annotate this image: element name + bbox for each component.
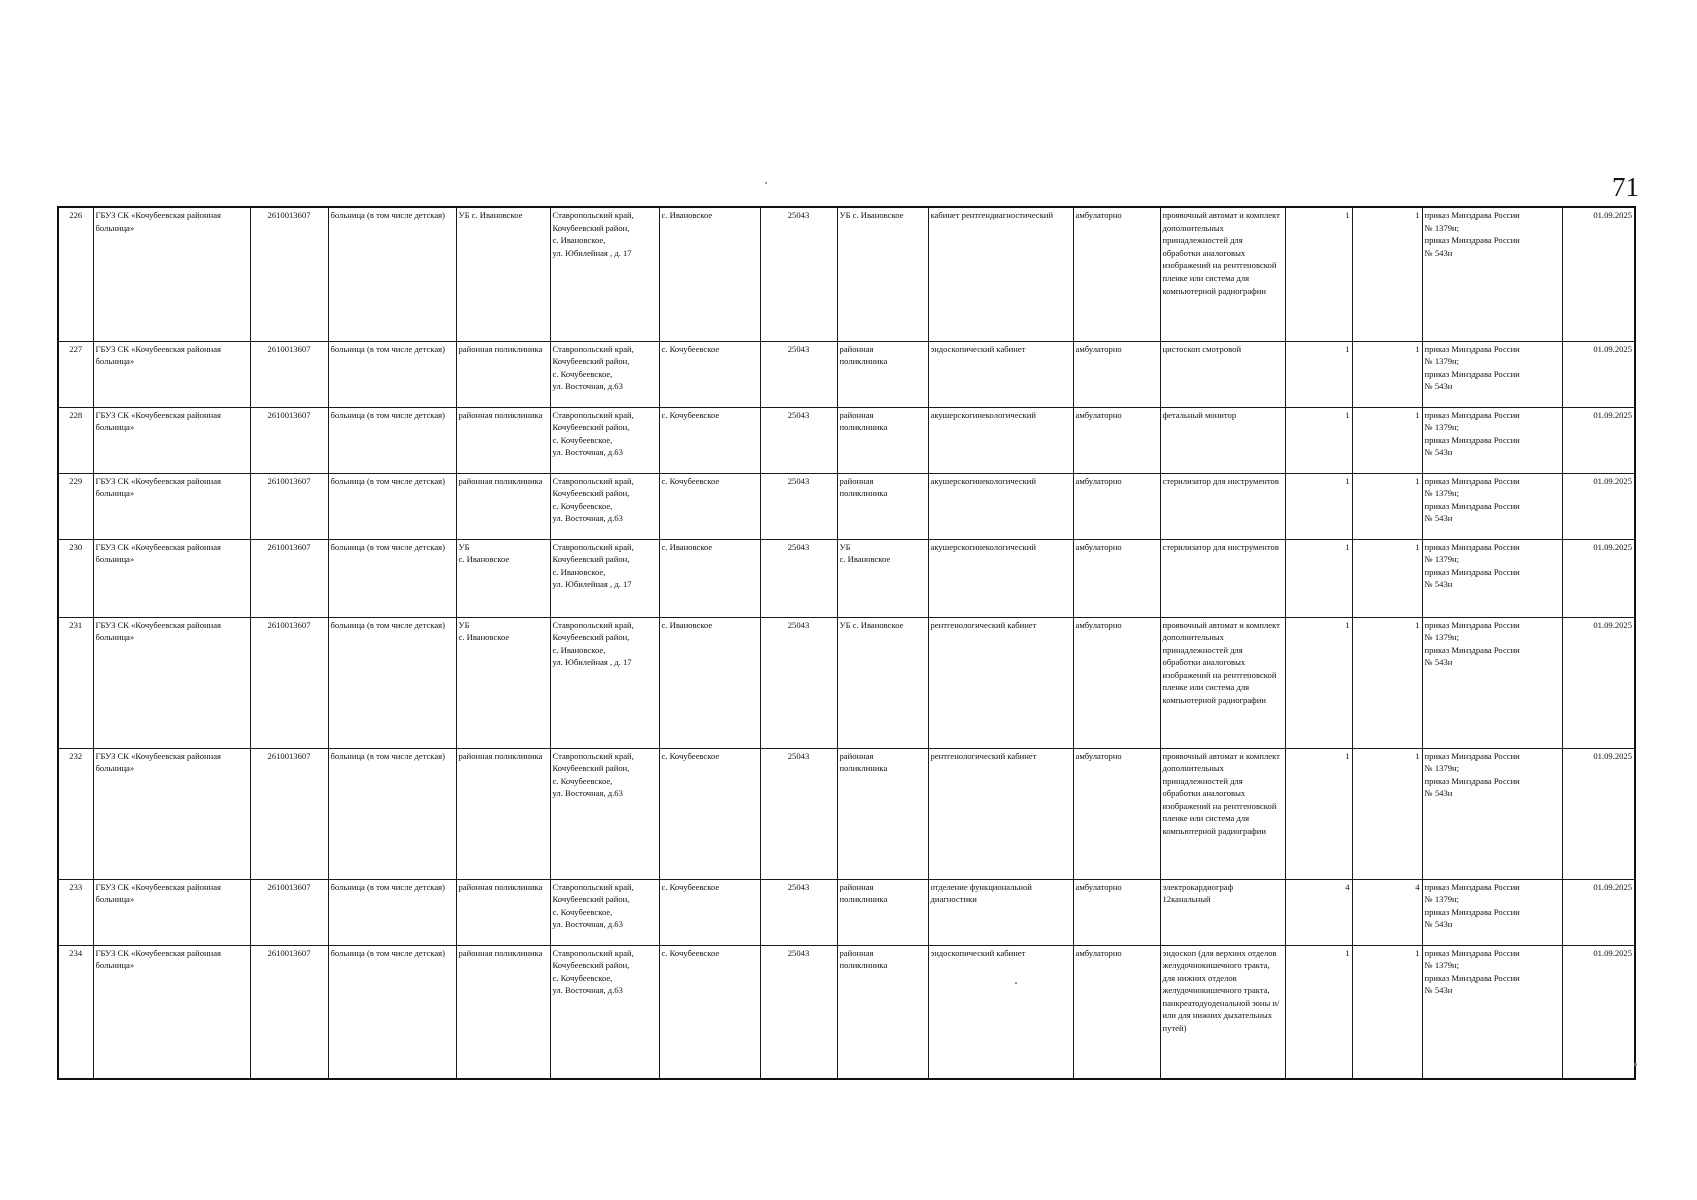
department-cell: кабинет рентгендиагностический xyxy=(928,207,1073,341)
unit-name-cell: районная поликлиника xyxy=(837,945,928,1079)
row-number-cell: 227 xyxy=(58,341,93,407)
ogrn-code-cell: 2610013607 xyxy=(250,617,328,748)
ogrn-code-cell: 2610013607 xyxy=(250,748,328,879)
deadline-date-cell: 01.09.2025 xyxy=(1562,407,1635,473)
settlement-cell: с. Кочубеевское xyxy=(659,945,760,1079)
table-row xyxy=(58,617,1635,748)
address-cell: Ставропольский край, Кочубеевский район, с. Кочубеевское, ул. Восточная, д.63 xyxy=(550,748,659,879)
quantity-required-cell: 1 xyxy=(1285,207,1352,341)
legal-basis-cell: приказ Минздрава России № 1379н; приказ Минздрава России № 543н xyxy=(1422,879,1562,945)
department-cell: акушерскогинекологический xyxy=(928,539,1073,617)
table-row xyxy=(58,407,1635,473)
care-mode-cell: амбулаторно xyxy=(1073,617,1160,748)
equipment-name-cell: электрокардиограф 12канальный xyxy=(1160,879,1285,945)
okved-code-cell: 25043 xyxy=(760,617,837,748)
row-number-cell: 231 xyxy=(58,617,93,748)
scan-speck xyxy=(1015,982,1017,984)
settlement-cell: с. Кочубеевское xyxy=(659,407,760,473)
department-cell: рентгенологический кабинет xyxy=(928,617,1073,748)
equipment-registry-table xyxy=(57,206,1636,1080)
division-name-cell: районная поликлиника xyxy=(456,945,550,1079)
quantity-required-cell: 1 xyxy=(1285,539,1352,617)
unit-name-cell: районная поликлиника xyxy=(837,879,928,945)
quantity-required-cell: 1 xyxy=(1285,341,1352,407)
quantity-available-cell: 1 xyxy=(1352,341,1422,407)
care-mode-cell: амбулаторно xyxy=(1073,341,1160,407)
scan-speck xyxy=(765,182,767,184)
organization-name-cell: ГБУЗ СК «Кочубеевская районная больница» xyxy=(93,945,250,1079)
equipment-name-cell: эндоскоп (для верхних отделов желудочнокишечного тракта, для нижних отделов желудочнокишечного тракта, панкреатодуоденальной зоны и/или для нижних дыхательных путей) xyxy=(1160,945,1285,1079)
table-row xyxy=(58,945,1635,1079)
division-name-cell: УБ с. Ивановское xyxy=(456,207,550,341)
facility-type-cell: больница (в том числе детская) xyxy=(328,539,456,617)
address-cell: Ставропольский край, Кочубеевский район, с. Кочубеевское, ул. Восточная, д.63 xyxy=(550,473,659,539)
unit-name-cell: УБ с. Ивановское xyxy=(837,617,928,748)
row-number-cell: 233 xyxy=(58,879,93,945)
quantity-available-cell: 1 xyxy=(1352,407,1422,473)
row-number-cell: 228 xyxy=(58,407,93,473)
quantity-available-cell: 1 xyxy=(1352,207,1422,341)
equipment-name-cell: проявочный автомат и комплект дополнительных принадлежностей для обработки аналоговых изображений на рентгеновской пленке или система для компьютерной радиографии xyxy=(1160,207,1285,341)
equipment-name-cell: стерилизатор для инструментов xyxy=(1160,539,1285,617)
equipment-name-cell: проявочный автомат и комплект дополнительных принадлежностей для обработки аналоговых изображений на рентгеновской пленке или система для компьютерной радиографии xyxy=(1160,748,1285,879)
organization-name-cell: ГБУЗ СК «Кочубеевская районная больница» xyxy=(93,473,250,539)
settlement-cell: с. Кочубеевское xyxy=(659,879,760,945)
okved-code-cell: 25043 xyxy=(760,407,837,473)
quantity-available-cell: 1 xyxy=(1352,473,1422,539)
quantity-available-cell: 1 xyxy=(1352,617,1422,748)
quantity-available-cell: 1 xyxy=(1352,539,1422,617)
unit-name-cell: районная поликлиника xyxy=(837,341,928,407)
organization-name-cell: ГБУЗ СК «Кочубеевская районная больница» xyxy=(93,407,250,473)
department-cell: акушерскогинекологический xyxy=(928,473,1073,539)
row-number-cell: 226 xyxy=(58,207,93,341)
unit-name-cell: УБ с. Ивановское xyxy=(837,207,928,341)
ogrn-code-cell: 2610013607 xyxy=(250,207,328,341)
facility-type-cell: больница (в том числе детская) xyxy=(328,473,456,539)
facility-type-cell: больница (в том числе детская) xyxy=(328,341,456,407)
care-mode-cell: амбулаторно xyxy=(1073,407,1160,473)
okved-code-cell: 25043 xyxy=(760,539,837,617)
deadline-date-cell: 01.09.2025 xyxy=(1562,748,1635,879)
organization-name-cell: ГБУЗ СК «Кочубеевская районная больница» xyxy=(93,207,250,341)
okved-code-cell: 25043 xyxy=(760,341,837,407)
table-row xyxy=(58,473,1635,539)
department-cell: эндоскопический кабинет xyxy=(928,341,1073,407)
okved-code-cell: 25043 xyxy=(760,945,837,1079)
department-cell: эндоскопический кабинет xyxy=(928,945,1073,1079)
address-cell: Ставропольский край, Кочубеевский район, с. Ивановское, ул. Юбилейная , д. 17 xyxy=(550,207,659,341)
address-cell: Ставропольский край, Кочубеевский район, с. Кочубеевское, ул. Восточная, д.63 xyxy=(550,945,659,1079)
division-name-cell: УБ с. Ивановское xyxy=(456,539,550,617)
ogrn-code-cell: 2610013607 xyxy=(250,473,328,539)
quantity-required-cell: 1 xyxy=(1285,473,1352,539)
department-cell: акушерскогинекологический xyxy=(928,407,1073,473)
equipment-name-cell: фетальный монитор xyxy=(1160,407,1285,473)
settlement-cell: с. Кочубеевское xyxy=(659,341,760,407)
table-row xyxy=(58,879,1635,945)
quantity-required-cell: 1 xyxy=(1285,617,1352,748)
facility-type-cell: больница (в том числе детская) xyxy=(328,748,456,879)
unit-name-cell: районная поликлиника xyxy=(837,473,928,539)
okved-code-cell: 25043 xyxy=(760,748,837,879)
legal-basis-cell: приказ Минздрава России № 1379н; приказ Минздрава России № 543н xyxy=(1422,341,1562,407)
page-number: 71 xyxy=(1612,172,1639,202)
address-cell: Ставропольский край, Кочубеевский район, с. Кочубеевское, ул. Восточная, д.63 xyxy=(550,879,659,945)
quantity-available-cell: 1 xyxy=(1352,945,1422,1079)
settlement-cell: с. Кочубеевское xyxy=(659,748,760,879)
facility-type-cell: больница (в том числе детская) xyxy=(328,207,456,341)
deadline-date-cell: 01.09.2025 xyxy=(1562,945,1635,1079)
division-name-cell: районная поликлиника xyxy=(456,879,550,945)
ogrn-code-cell: 2610013607 xyxy=(250,407,328,473)
table-row xyxy=(58,539,1635,617)
division-name-cell: районная поликлиника xyxy=(456,407,550,473)
ogrn-code-cell: 2610013607 xyxy=(250,539,328,617)
row-number-cell: 234 xyxy=(58,945,93,1079)
legal-basis-cell: приказ Минздрава России № 1379н; приказ Минздрава России № 543н xyxy=(1422,473,1562,539)
facility-type-cell: больница (в том числе детская) xyxy=(328,407,456,473)
equipment-name-cell: стерилизатор для инструментов xyxy=(1160,473,1285,539)
row-number-cell: 229 xyxy=(58,473,93,539)
deadline-date-cell: 01.09.2025 xyxy=(1562,617,1635,748)
ogrn-code-cell: 2610013607 xyxy=(250,879,328,945)
care-mode-cell: амбулаторно xyxy=(1073,539,1160,617)
division-name-cell: районная поликлиника xyxy=(456,748,550,879)
division-name-cell: районная поликлиника xyxy=(456,473,550,539)
facility-type-cell: больница (в том числе детская) xyxy=(328,945,456,1079)
department-cell: отделение функциональной диагностики xyxy=(928,879,1073,945)
table-row xyxy=(58,207,1635,341)
unit-name-cell: районная поликлиника xyxy=(837,407,928,473)
department-cell: рентгенологический кабинет xyxy=(928,748,1073,879)
address-cell: Ставропольский край, Кочубеевский район, с. Кочубеевское, ул. Восточная, д.63 xyxy=(550,341,659,407)
table-row xyxy=(58,341,1635,407)
deadline-date-cell: 01.09.2025 xyxy=(1562,879,1635,945)
unit-name-cell: УБ с. Ивановское xyxy=(837,539,928,617)
quantity-required-cell: 1 xyxy=(1285,407,1352,473)
division-name-cell: районная поликлиника xyxy=(456,341,550,407)
row-number-cell: 230 xyxy=(58,539,93,617)
legal-basis-cell: приказ Минздрава России № 1379н; приказ Минздрава России № 543н xyxy=(1422,617,1562,748)
division-name-cell: УБ с. Ивановское xyxy=(456,617,550,748)
quantity-required-cell: 4 xyxy=(1285,879,1352,945)
settlement-cell: с. Ивановское xyxy=(659,539,760,617)
care-mode-cell: амбулаторно xyxy=(1073,748,1160,879)
organization-name-cell: ГБУЗ СК «Кочубеевская районная больница» xyxy=(93,341,250,407)
equipment-name-cell: проявочный автомат и комплект дополнительных принадлежностей для обработки аналоговых изображений на рентгеновской пленке или система для компьютерной радиографии xyxy=(1160,617,1285,748)
quantity-required-cell: 1 xyxy=(1285,748,1352,879)
scan-speck xyxy=(1634,1063,1637,1066)
facility-type-cell: больница (в том числе детская) xyxy=(328,879,456,945)
legal-basis-cell: приказ Минздрава России № 1379н; приказ Минздрава России № 543н xyxy=(1422,539,1562,617)
deadline-date-cell: 01.09.2025 xyxy=(1562,539,1635,617)
legal-basis-cell: приказ Минздрава России № 1379н; приказ Минздрава России № 543н xyxy=(1422,748,1562,879)
settlement-cell: с. Ивановское xyxy=(659,207,760,341)
okved-code-cell: 25043 xyxy=(760,207,837,341)
legal-basis-cell: приказ Минздрава России № 1379н; приказ Минздрава России № 543н xyxy=(1422,407,1562,473)
deadline-date-cell: 01.09.2025 xyxy=(1562,473,1635,539)
organization-name-cell: ГБУЗ СК «Кочубеевская районная больница» xyxy=(93,748,250,879)
address-cell: Ставропольский край, Кочубеевский район, с. Кочубеевское, ул. Восточная, д.63 xyxy=(550,407,659,473)
table-body xyxy=(58,207,1635,1079)
quantity-required-cell: 1 xyxy=(1285,945,1352,1079)
facility-type-cell: больница (в том числе детская) xyxy=(328,617,456,748)
address-cell: Ставропольский край, Кочубеевский район, с. Ивановское, ул. Юбилейная , д. 17 xyxy=(550,617,659,748)
settlement-cell: с. Кочубеевское xyxy=(659,473,760,539)
quantity-available-cell: 4 xyxy=(1352,879,1422,945)
legal-basis-cell: приказ Минздрава России № 1379н; приказ Минздрава России № 543н xyxy=(1422,207,1562,341)
ogrn-code-cell: 2610013607 xyxy=(250,341,328,407)
okved-code-cell: 25043 xyxy=(760,473,837,539)
ogrn-code-cell: 2610013607 xyxy=(250,945,328,1079)
care-mode-cell: амбулаторно xyxy=(1073,945,1160,1079)
table-row xyxy=(58,748,1635,879)
okved-code-cell: 25043 xyxy=(760,879,837,945)
organization-name-cell: ГБУЗ СК «Кочубеевская районная больница» xyxy=(93,617,250,748)
legal-basis-cell: приказ Минздрава России № 1379н; приказ Минздрава России № 543н xyxy=(1422,945,1562,1079)
care-mode-cell: амбулаторно xyxy=(1073,473,1160,539)
quantity-available-cell: 1 xyxy=(1352,748,1422,879)
settlement-cell: с. Ивановское xyxy=(659,617,760,748)
row-number-cell: 232 xyxy=(58,748,93,879)
unit-name-cell: районная поликлиника xyxy=(837,748,928,879)
care-mode-cell: амбулаторно xyxy=(1073,879,1160,945)
equipment-name-cell: цистоскоп смотровой xyxy=(1160,341,1285,407)
address-cell: Ставропольский край, Кочубеевский район, с. Ивановское, ул. Юбилейная , д. 17 xyxy=(550,539,659,617)
care-mode-cell: амбулаторно xyxy=(1073,207,1160,341)
organization-name-cell: ГБУЗ СК «Кочубеевская районная больница» xyxy=(93,879,250,945)
deadline-date-cell: 01.09.2025 xyxy=(1562,207,1635,341)
deadline-date-cell: 01.09.2025 xyxy=(1562,341,1635,407)
organization-name-cell: ГБУЗ СК «Кочубеевская районная больница» xyxy=(93,539,250,617)
